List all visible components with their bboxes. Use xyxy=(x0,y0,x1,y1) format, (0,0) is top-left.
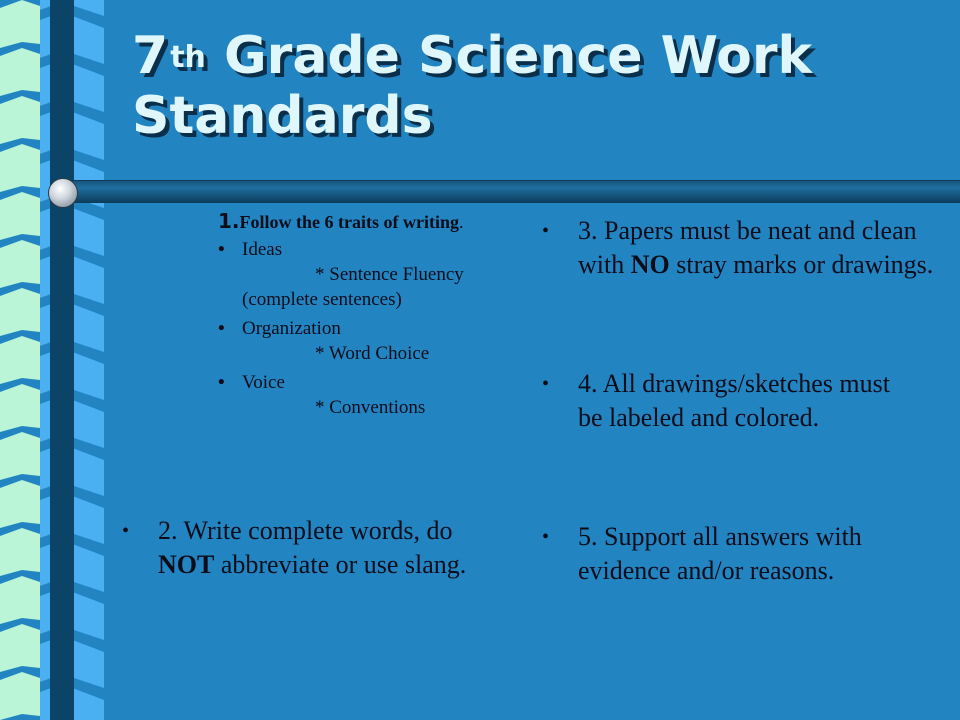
ribbon-segment-light xyxy=(0,624,22,672)
ribbon-segment-light xyxy=(22,432,40,476)
divider-knob xyxy=(48,178,78,208)
trait-item-ideas: • Ideas * Sentence Fluency (complete sentences) xyxy=(218,239,464,310)
ribbon-segment-light xyxy=(0,384,22,432)
ribbon-spine xyxy=(50,0,74,720)
title-line-1: 7th Grade Science Work xyxy=(132,26,813,86)
slide-title xyxy=(132,26,932,146)
ribbon-segment-light xyxy=(0,192,22,240)
ribbon-segment-light xyxy=(0,528,22,576)
ribbon-segment-light xyxy=(22,336,40,380)
ribbon-segment-light xyxy=(0,432,22,480)
ribbon-segment-light xyxy=(0,144,22,192)
ribbon-segment-light xyxy=(22,288,40,332)
standard-5: • 5. Support all answers with evidence and/or reasons. xyxy=(542,522,862,585)
ribbon-segment-light xyxy=(0,576,22,624)
standard-2: • 2. Write complete words, do NOT abbreviate or use slang. xyxy=(122,516,467,579)
ribbon-segment-light xyxy=(0,672,22,720)
bullet-icon: • xyxy=(542,220,550,242)
ribbon-segment-light xyxy=(22,480,40,524)
ribbon-segment-light xyxy=(0,480,22,528)
ribbon-segment-light xyxy=(0,48,22,96)
bullet-icon: • xyxy=(542,526,550,548)
ribbon-segment-light xyxy=(22,96,40,140)
trait-item-voice: • Voice * Conventions xyxy=(218,372,426,418)
ribbon-segment-light xyxy=(0,0,22,48)
ribbon-segment-light xyxy=(0,288,22,336)
standard-4: • 4. All drawings/sketches must be labeled and colored. xyxy=(542,369,890,432)
ribbon-segment-light xyxy=(22,48,40,92)
bullet-icon: • xyxy=(218,318,225,339)
ribbon-segment-light xyxy=(22,240,40,284)
ribbon-segment-light xyxy=(22,576,40,620)
standard-3: • 3. Papers must be neat and clean with NO stray marks or drawings. xyxy=(542,216,934,279)
ribbon-segment-light xyxy=(22,672,40,716)
title-divider-bar xyxy=(60,180,960,203)
ribbon-segment-light xyxy=(22,528,40,572)
ribbon-segment-light xyxy=(22,384,40,428)
ribbon-segment-light xyxy=(22,144,40,188)
bullet-icon: • xyxy=(542,373,550,395)
bullet-icon: • xyxy=(218,372,225,393)
ribbon-segment-light xyxy=(0,336,22,384)
ribbon-segment-light xyxy=(22,624,40,668)
title-line-2: Standards xyxy=(132,86,433,146)
ribbon-segment-light xyxy=(0,240,22,288)
decorative-ribbon xyxy=(0,0,110,720)
ribbon-segment-light xyxy=(0,96,22,144)
traits-heading: 1.Follow the 6 traits of writing. xyxy=(218,209,464,233)
trait-item-organization: • Organization * Word Choice xyxy=(218,318,430,364)
ribbon-segment-light xyxy=(22,0,40,44)
ribbon-segment-light xyxy=(22,192,40,236)
writing-traits-block xyxy=(218,210,518,420)
bullet-icon: • xyxy=(218,239,225,260)
bullet-icon: • xyxy=(122,520,130,542)
